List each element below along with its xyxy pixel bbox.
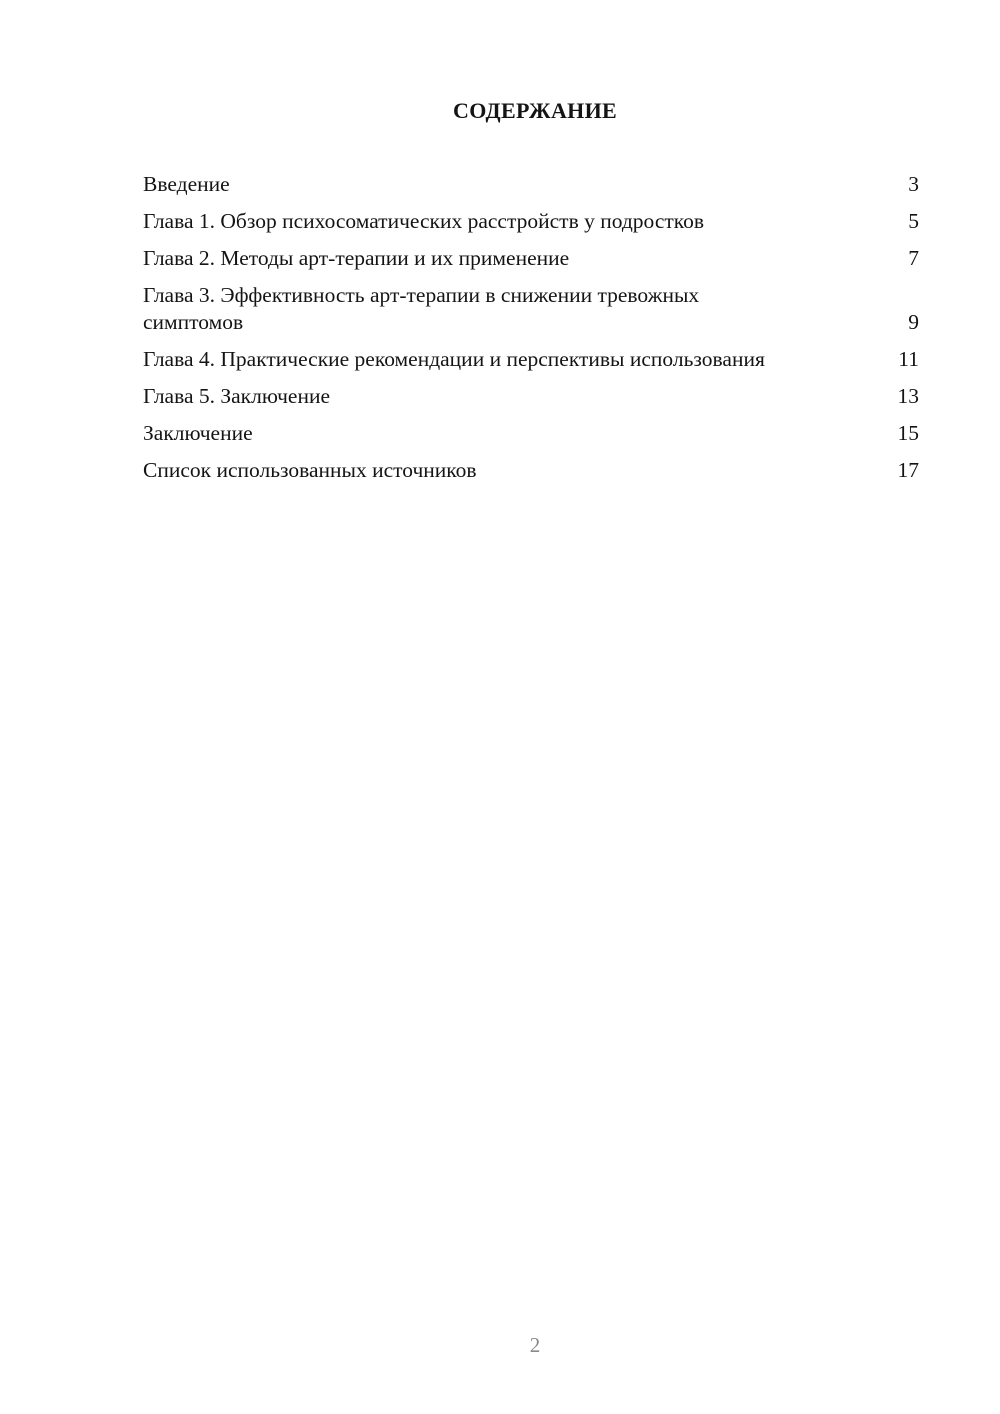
toc-entry-page: 7 (908, 246, 919, 270)
toc-entry-page: 5 (908, 209, 919, 233)
toc-entry-introduction[interactable] (143, 171, 919, 198)
toc-entry-title: Глава 1. Обзор психосоматических расстройств у подростков (143, 209, 705, 233)
toc-entry-page: 11 (898, 347, 919, 371)
toc-entry-chapter-2[interactable] (143, 245, 919, 272)
toc-entry-title: Глава 3. Эффективность арт-терапии в снижении тревожных симптомов (143, 283, 700, 334)
toc-entry-conclusion[interactable] (143, 420, 919, 447)
page-number: 2 (529, 1333, 541, 1357)
toc-entry-page: 9 (908, 310, 919, 334)
toc-entry-references[interactable] (143, 457, 919, 484)
toc-entry-page: 13 (897, 384, 919, 408)
page-title: СОДЕРЖАНИЕ (453, 98, 617, 123)
toc-entry-title: Глава 2. Методы арт-терапии и их применение (143, 246, 570, 270)
toc-entry-page: 15 (897, 421, 919, 445)
toc-entry-chapter-4[interactable] (143, 346, 919, 373)
toc-entry-page: 3 (908, 172, 919, 196)
table-of-contents (143, 171, 919, 494)
toc-entry-title: Заключение (143, 421, 253, 445)
toc-entry-title: Глава 5. Заключение (143, 384, 331, 408)
toc-entry-chapter-1[interactable] (143, 208, 919, 235)
toc-entry-page: 17 (897, 458, 919, 482)
toc-entry-title: Глава 4. Практические рекомендации и перспективы использования (143, 347, 765, 371)
toc-entry-chapter-3[interactable] (143, 282, 919, 336)
toc-entry-title: Список использованных источников (143, 458, 477, 482)
toc-entry-chapter-5[interactable] (143, 383, 919, 410)
toc-entry-title: Введение (143, 172, 230, 196)
